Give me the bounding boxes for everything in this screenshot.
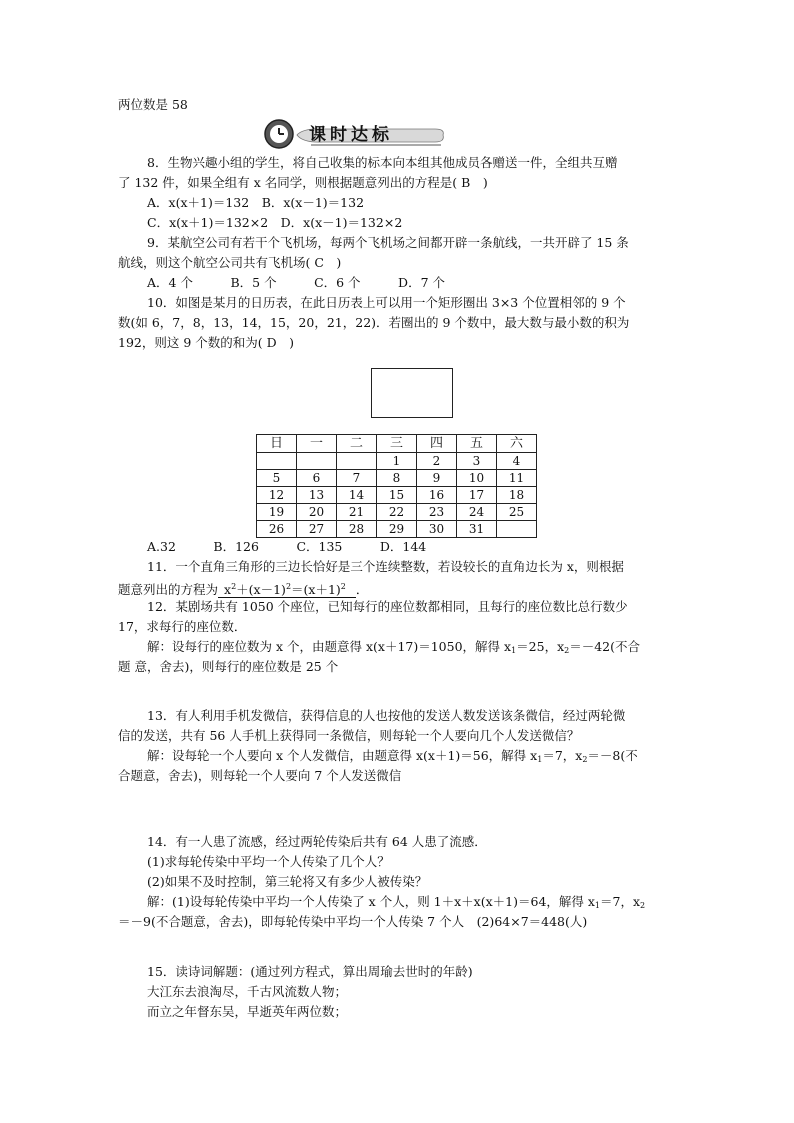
calendar-day: 27	[297, 521, 337, 538]
q13-solution-line1: 解：设每轮一个人要向 x 个人发微信，由题意得 x(x＋1)＝56，解得 $x_1=7$，$x_2=-8$(不	[147, 748, 638, 764]
q14-solution-line2: ＝－9(不合题意，舍去)，即每轮传染中平均一个人传染 7 个人 (2)64×7＝448(人)	[118, 914, 588, 929]
calendar-week-row	[257, 521, 537, 538]
q13-solution-line2: 合题意，舍去)，则每轮一个人要向 7 个人发送微信	[118, 768, 402, 783]
q9-options: A．4 个 B．5 个 C．6 个 D．7 个	[147, 275, 446, 290]
calendar-day	[257, 453, 297, 470]
q10-stem-line2: 数(如 6，7，8，13，14，15，20，21，22)．若圈出的 9 个数中，最大数与最小数的积为	[118, 315, 630, 330]
weekday-header: 四	[417, 435, 457, 453]
calendar-day: 5	[257, 470, 297, 487]
q15-stem: 15．读诗词解题：(通过列方程式，算出周瑜去世时的年龄)	[147, 964, 473, 979]
calendar-day: 30	[417, 521, 457, 538]
banner-title: 课时达标	[309, 125, 393, 145]
calendar-day: 6	[297, 470, 337, 487]
q12-solution-line1: 解：设每行的座位数为 x 个，由题意得 x(x＋17)＝1050，解得 $x_1=25$，$x_2=-42$(不合	[147, 639, 641, 655]
calendar-day: 26	[257, 521, 297, 538]
weekday-header: 日	[257, 435, 297, 453]
calendar-day: 13	[297, 487, 337, 504]
calendar-week-row	[257, 470, 537, 487]
q14-solution-line1: 解：(1)设每轮传染中平均一个人传染了 x 个人，则 1＋x＋x(x＋1)＝64，解得 $x_1=7$，$x_2$	[147, 894, 646, 910]
weekday-header: 二	[337, 435, 377, 453]
q9-stem-line1: 9．某航空公司有若干个飞机场，每两个飞机场之间都开辟一条航线，一共开辟了 15 条	[147, 235, 629, 250]
q12-stem-line1: 12．某剧场共有 1050 个座位，已知每行的座位数都相同，且每行的座位数比总行数少	[147, 599, 628, 614]
calendar-day: 12	[257, 487, 297, 504]
q10-stem-line3: 192，则这 9 个数的和为( D )	[118, 335, 295, 350]
calendar-day: 9	[417, 470, 457, 487]
calendar-day: 18	[497, 487, 537, 504]
calendar-day: 7	[337, 470, 377, 487]
q11-stem-line1: 11．一个直角三角形的三边长恰好是三个连续整数，若设较长的直角边长为 x，则根据	[147, 559, 624, 574]
q12-stem-line2: 17，求每行的座位数．	[118, 619, 247, 634]
q11-end: ．	[355, 582, 369, 597]
calendar-week-row	[257, 504, 537, 521]
calendar-week-row	[257, 453, 537, 470]
calendar-day	[497, 521, 537, 538]
calendar-day: 31	[457, 521, 497, 538]
q13-stem-line1: 13．有人利用手机发微信，获得信息的人也按他的发送人数发送该条微信，经过两轮微	[147, 708, 626, 723]
calendar-day: 16	[417, 487, 457, 504]
q14-stem: 14．有一人患了流感，经过两轮传染后共有 64 人患了流感．	[147, 834, 487, 849]
weekday-header: 六	[497, 435, 537, 453]
calendar-day: 1	[377, 453, 417, 470]
q10-stem-line1: 10．如图是某月的日历表，在此日历表上可以用一个矩形圈出 3×3 个位置相邻的 9 个	[147, 295, 626, 310]
q11-answer: $x^2+(x-1)^2=(x+1)^2$	[218, 582, 356, 598]
calendar-day	[297, 453, 337, 470]
q8-options-cd: C．x(x＋1)＝132×2 D．x(x－1)＝132×2	[147, 215, 403, 230]
calendar-day: 15	[377, 487, 417, 504]
q13-stem-line2: 信的发送，共有 56 人手机上获得同一条微信，则每轮一个人要向几个人发送微信？	[118, 728, 580, 743]
calendar-day: 3	[457, 453, 497, 470]
q12-solution-line2: 题 意，舍去)，则每行的座位数是 25 个	[118, 659, 339, 674]
clock-icon	[265, 120, 293, 148]
calendar-day: 20	[297, 504, 337, 521]
calendar-day: 14	[337, 487, 377, 504]
calendar-day: 24	[457, 504, 497, 521]
q15-poem-line1: 大江东去浪淘尽，千古风流数人物；	[147, 984, 348, 999]
calendar-day: 25	[497, 504, 537, 521]
carry-over-answer: 两位数是 58	[118, 97, 188, 112]
q8-stem-line1: 8．生物兴趣小组的学生，将自己收集的标本向本组其他成员各赠送一件，全组共互赠	[147, 155, 618, 170]
q14-part2: (2)如果不及时控制，第三轮将又有多少人被传染？	[147, 874, 428, 889]
calendar-table	[256, 434, 537, 538]
calendar-day: 2	[417, 453, 457, 470]
q9-stem-line2: 航线，则这个航空公司共有飞机场( C )	[118, 255, 342, 270]
calendar-day: 4	[497, 453, 537, 470]
calendar-day: 23	[417, 504, 457, 521]
calendar-day	[337, 453, 377, 470]
weekday-header: 五	[457, 435, 497, 453]
calendar-day: 10	[457, 470, 497, 487]
calendar-day: 22	[377, 504, 417, 521]
q11-lead: 题意列出的方程为	[118, 582, 219, 597]
calendar-header-row	[257, 435, 537, 453]
calendar-day: 21	[337, 504, 377, 521]
calendar-day: 8	[377, 470, 417, 487]
calendar-day: 29	[377, 521, 417, 538]
weekday-header: 三	[377, 435, 417, 453]
q14-part1: (1)求每轮传染中平均一个人传染了几个人？	[147, 854, 390, 869]
calendar-day: 28	[337, 521, 377, 538]
q15-poem-line2: 而立之年督东吴，早逝英年两位数；	[147, 1004, 348, 1019]
section-banner	[263, 118, 448, 150]
q8-options-ab: A．x(x＋1)＝132 B．x(x－1)＝132	[147, 195, 365, 210]
blank-figure-box	[371, 368, 453, 418]
calendar-day: 11	[497, 470, 537, 487]
calendar-day: 17	[457, 487, 497, 504]
calendar-week-row	[257, 487, 537, 504]
weekday-header: 一	[297, 435, 337, 453]
q11-stem-line2	[118, 577, 368, 599]
q8-stem-line2: 了 132 件，如果全组有 x 名同学，则根据题意列出的方程是( B )	[118, 175, 488, 190]
calendar-day: 19	[257, 504, 297, 521]
q10-options: A.32 B．126 C．135 D．144	[147, 539, 427, 554]
